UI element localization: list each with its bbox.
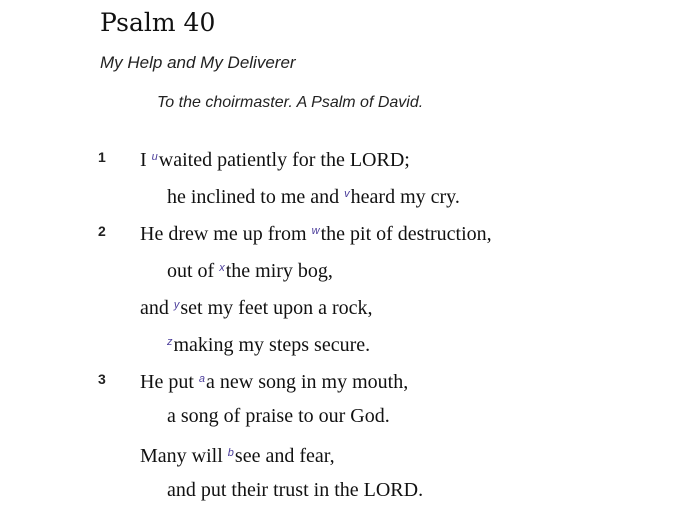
footnote-marker[interactable]: b: [227, 447, 234, 459]
verse-text: heard my cry.: [350, 186, 460, 208]
verse-number[interactable]: 2: [98, 223, 106, 239]
verse-line: [167, 256, 333, 283]
footnote-marker[interactable]: a: [198, 373, 206, 385]
verse-text: Many will: [140, 445, 228, 467]
verse-text: He put: [140, 371, 199, 393]
verse-text: He drew me up from: [140, 223, 312, 245]
verse-text: out of: [167, 260, 220, 282]
verse-number[interactable]: 1: [98, 149, 106, 165]
verse-text: and put their trust in the LORD.: [167, 479, 424, 501]
verse-line: [167, 478, 423, 502]
verse-text: the pit of destruction,: [320, 223, 492, 245]
footnote-marker[interactable]: y: [173, 299, 180, 311]
verse-line: [140, 219, 492, 246]
verse-text: see and fear,: [234, 445, 335, 467]
verse-line: [167, 330, 370, 357]
verse-text: I: [140, 149, 152, 171]
verse-text: and: [140, 297, 174, 319]
verse-line: [140, 293, 373, 320]
section-heading: My Help and My Deliverer: [100, 53, 296, 72]
verse-text: waited patiently for the LORD;: [158, 149, 410, 171]
psalm-superscription: To the choirmaster. A Psalm of David.: [157, 94, 424, 111]
verse-number[interactable]: 3: [98, 371, 106, 387]
verse-line: [140, 145, 410, 172]
verse-text: a song of praise to our God.: [167, 405, 390, 427]
verse-text: set my feet upon a rock,: [180, 297, 373, 319]
chapter-title: Psalm 40: [100, 8, 216, 37]
verse-line: [140, 367, 408, 394]
verse-line: [140, 441, 335, 468]
verse-line: [167, 182, 460, 209]
footnote-marker[interactable]: u: [151, 151, 158, 163]
footnote-marker[interactable]: z: [167, 336, 173, 348]
footnote-marker[interactable]: w: [311, 225, 320, 237]
verse-text: he inclined to me and: [167, 186, 345, 208]
verse-line: [167, 404, 390, 428]
verse-text: the miry bog,: [225, 260, 333, 282]
footnote-marker[interactable]: x: [219, 262, 225, 274]
footnote-marker[interactable]: v: [344, 188, 350, 200]
verse-text: a new song in my mouth,: [206, 371, 409, 393]
verse-text: making my steps secure.: [173, 334, 371, 356]
